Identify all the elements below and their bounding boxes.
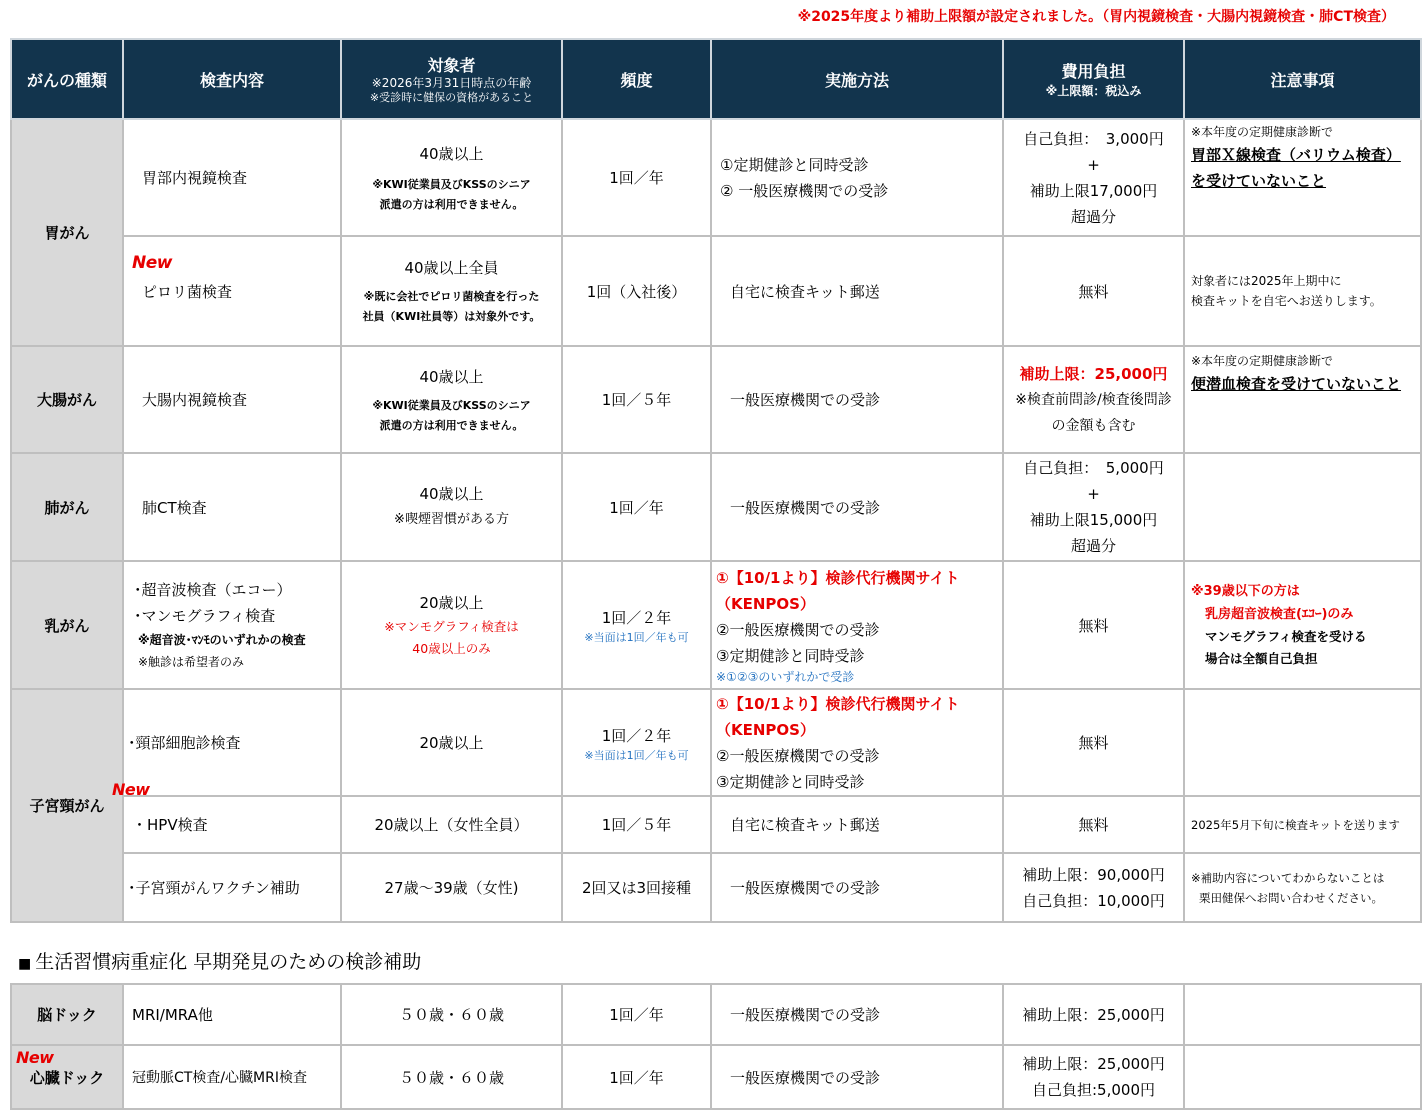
cost-text: + bbox=[1087, 155, 1100, 174]
target-cell bbox=[341, 453, 562, 561]
cancer-type-label: 子宮頸がん bbox=[29, 797, 105, 815]
target-note: ※既に会社でピロリ菌検査を行った bbox=[363, 290, 540, 303]
header-row bbox=[11, 39, 1421, 119]
exam-note: ※超音波･ﾏﾝﾓのいずれかの検査 bbox=[138, 633, 306, 647]
table-row bbox=[11, 561, 1421, 689]
cost-cell bbox=[1003, 453, 1184, 561]
frequency-cell: 1回／５年 bbox=[562, 346, 711, 453]
exam-note: ※触診は希望者のみ bbox=[138, 655, 245, 669]
target-cell: ５０歳・６０歳 bbox=[341, 984, 562, 1045]
method-cell: 一般医療機関での受診 bbox=[711, 453, 1003, 561]
header-cost-sub: ※上限額：税込み bbox=[1045, 83, 1142, 98]
cost-text: 補助上限15,000円 bbox=[1029, 511, 1158, 529]
cost-text: 自己負担： 5,000円 bbox=[1023, 459, 1164, 477]
cancer-type-cervical bbox=[11, 689, 150, 922]
cancer-type-breast: 乳がん bbox=[11, 561, 123, 689]
note-emphasis: を受けていないこと bbox=[1191, 172, 1327, 190]
table-row bbox=[11, 984, 1421, 1045]
cost-text: 補助上限：90,000円 bbox=[1022, 865, 1165, 884]
square-bullet-icon: ■ bbox=[18, 956, 32, 972]
exam-cell: 冠動脈CT検査/心臓MRI検査 bbox=[123, 1045, 341, 1109]
notes-cell: 2025年5月下旬に検査キットを送ります bbox=[1184, 796, 1421, 853]
exam-text: ･マンモグラフィ検査 bbox=[134, 607, 276, 625]
header-exam: 検査内容 bbox=[123, 39, 341, 119]
note-emphasis: ※39歳以下の方は bbox=[1191, 584, 1300, 599]
cost-text: 補助上限：25,000円 bbox=[1022, 1055, 1165, 1073]
note-text: ※本年度の定期健康診断で bbox=[1191, 354, 1334, 368]
cancer-type-lung: 肺がん bbox=[11, 453, 123, 561]
table-row bbox=[11, 119, 1421, 236]
table-row bbox=[11, 796, 1421, 853]
exam-cell: 肺CT検査 bbox=[123, 453, 341, 561]
method-text: ②一般医療機関での受診 bbox=[716, 621, 880, 639]
table-row bbox=[11, 236, 1421, 346]
method-note: ※①②③のいずれかで受診 bbox=[716, 670, 855, 684]
target-cell bbox=[341, 119, 562, 236]
notes-cell bbox=[1184, 236, 1421, 346]
target-text: 40歳以上 bbox=[419, 485, 484, 503]
cancer-screening-table bbox=[10, 38, 1422, 923]
cost-text: の金額も含む bbox=[1051, 417, 1136, 434]
new-badge: New bbox=[16, 1048, 54, 1067]
method-cell: 自宅に検査キット郵送 bbox=[711, 236, 1003, 346]
notes-cell bbox=[1184, 346, 1421, 453]
target-text: 40歳以上全員 bbox=[404, 259, 499, 277]
method-text: ②一般医療機関での受診 bbox=[716, 746, 880, 765]
note-emphasis: 胃部Ｘ線検査（バリウム検査） bbox=[1191, 146, 1401, 164]
target-cell bbox=[341, 236, 562, 346]
method-cell bbox=[711, 119, 1003, 236]
cancer-type-colon: 大腸がん bbox=[11, 346, 123, 453]
method-text: ③定期健診と同時受診 bbox=[716, 772, 865, 791]
new-badge: New bbox=[132, 253, 172, 273]
header-frequency: 頻度 bbox=[562, 39, 711, 119]
note-text: マンモグラフィ検査を受ける bbox=[1205, 629, 1367, 644]
frequency-cell: 1回／年 bbox=[562, 1045, 711, 1109]
target-text: 40歳以上 bbox=[419, 144, 484, 163]
target-cell bbox=[341, 561, 562, 689]
notes-cell bbox=[1184, 119, 1421, 236]
frequency-note: ※当面は1回／年も可 bbox=[584, 748, 689, 762]
note-text: 対象者には2025年上期中に bbox=[1191, 274, 1342, 288]
exam-cell: ･頸部細胞診検査 bbox=[123, 689, 341, 796]
cost-text: + bbox=[1087, 485, 1100, 503]
table-row bbox=[11, 346, 1421, 453]
note-text: ※補助内容についてわからないことは bbox=[1191, 870, 1385, 885]
exam-text: ピロリ菌検査 bbox=[142, 282, 233, 301]
target-note: 派遣の方は利用できません。 bbox=[379, 418, 524, 432]
frequency-cell: 1回／年 bbox=[562, 119, 711, 236]
target-note: 40歳以上のみ bbox=[412, 641, 491, 656]
table-row bbox=[11, 1045, 1421, 1109]
target-cell: 27歳～39歳（女性) bbox=[341, 853, 562, 922]
header-target-sub1: ※2026年3月31日時点の年齢 bbox=[371, 76, 532, 90]
frequency-cell bbox=[562, 561, 711, 689]
method-highlight: （KENPOS） bbox=[716, 720, 815, 739]
exam-cell: 胃部内視鏡検査 bbox=[123, 119, 341, 236]
exam-cell: 大腸内視鏡検査 bbox=[123, 346, 341, 453]
target-cell: ５０歳・６０歳 bbox=[341, 1045, 562, 1109]
notes-cell bbox=[1184, 984, 1421, 1045]
header-target-sub2: ※受診時に健保の資格があること bbox=[369, 91, 534, 104]
header-cost-label: 費用負担 bbox=[1061, 61, 1126, 81]
cost-cell bbox=[1003, 119, 1184, 236]
method-text: ③定期健診と同時受診 bbox=[716, 647, 865, 665]
checkup-type-label: 心臓ドック bbox=[29, 1068, 105, 1087]
target-text: 20歳以上 bbox=[419, 594, 484, 612]
target-note: 社員（KWI社員等）は対象外です。 bbox=[362, 310, 541, 323]
target-note: ※喫煙習慣がある方 bbox=[394, 512, 509, 527]
exam-cell: ・HPV検査 bbox=[123, 796, 341, 853]
exam-cell bbox=[123, 561, 341, 689]
target-cell bbox=[341, 346, 562, 453]
header-method: 実施方法 bbox=[711, 39, 1003, 119]
method-text: ①定期健診と同時受診 bbox=[720, 155, 869, 174]
frequency-cell: 1回／年 bbox=[562, 453, 711, 561]
cost-text: ※検査前問診/検査後問診 bbox=[1015, 391, 1172, 408]
frequency-cell: 1回／年 bbox=[562, 984, 711, 1045]
note-emphasis: 便潜血検査を受けていないこと bbox=[1191, 375, 1402, 393]
header-cancer-type: がんの種類 bbox=[11, 39, 123, 119]
section-heading bbox=[18, 947, 421, 974]
cost-cell: 無料 bbox=[1003, 561, 1184, 689]
header-target bbox=[341, 39, 562, 119]
frequency-cell: 2回又は3回接種 bbox=[562, 853, 711, 922]
target-note: ※KWI従業員及びKSSのシニア bbox=[372, 398, 531, 412]
note-text: ※本年度の定期健康診断で bbox=[1191, 125, 1334, 139]
header-cost bbox=[1003, 39, 1184, 119]
frequency-text: 1回／２年 bbox=[601, 726, 672, 745]
cost-text: 超過分 bbox=[1070, 537, 1116, 555]
cost-text: 超過分 bbox=[1070, 207, 1116, 226]
target-text: 40歳以上 bbox=[419, 367, 484, 386]
note-text: 場合は全額自己負担 bbox=[1205, 651, 1318, 666]
frequency-text: 1回／２年 bbox=[601, 609, 672, 627]
checkup-type-heart bbox=[11, 1045, 123, 1109]
cost-text: 補助上限17,000円 bbox=[1029, 181, 1158, 200]
cost-text: 自己負担：10,000円 bbox=[1022, 891, 1165, 910]
cost-cell: 無料 bbox=[1003, 236, 1184, 346]
table-row bbox=[11, 853, 1421, 922]
cost-cell bbox=[1003, 853, 1184, 922]
cancer-type-stomach: 胃がん bbox=[11, 119, 123, 346]
note-text: 栗田健保へお問い合わせください。 bbox=[1199, 890, 1383, 905]
method-cell: 一般医療機関での受診 bbox=[711, 1045, 1003, 1109]
method-highlight: ①【10/1より】検診代行機関サイト bbox=[716, 694, 960, 713]
method-cell bbox=[711, 689, 1003, 796]
target-note: ※マンモグラフィ検査は bbox=[384, 619, 519, 634]
note-emphasis: 乳房超音波検査(ｴｺｰ)のみ bbox=[1205, 607, 1354, 622]
method-cell: 自宅に検査キット郵送 bbox=[711, 796, 1003, 853]
exam-text: ･超音波検査（エコー） bbox=[134, 581, 292, 599]
exam-cell: MRI/MRA他 bbox=[123, 984, 341, 1045]
exam-cell: ･子宮頸がんワクチン補助 bbox=[123, 853, 341, 922]
notes-cell bbox=[1184, 689, 1421, 796]
cost-cell: 無料 bbox=[1003, 689, 1184, 796]
exam-cell bbox=[123, 236, 341, 346]
notes-cell bbox=[1184, 561, 1421, 689]
cost-text: 自己負担： 3,000円 bbox=[1023, 129, 1164, 148]
frequency-note: ※当面は1回／年も可 bbox=[584, 631, 689, 644]
new-badge: New bbox=[112, 780, 150, 799]
header-target-label: 対象者 bbox=[427, 56, 476, 75]
top-notice: ※2025年度より補助上限額が設定されました。（胃内視鏡検査・大腸内視鏡検査・肺CT検査） bbox=[797, 9, 1395, 25]
note-text: 検査キットを自宅へお送りします。 bbox=[1191, 294, 1382, 308]
frequency-cell: 1回（入社後） bbox=[562, 236, 711, 346]
target-note: ※KWI従業員及びKSSのシニア bbox=[372, 177, 531, 191]
table-row bbox=[11, 689, 1421, 796]
section-title: 生活習慣病重症化 早期発見のための検診補助 bbox=[35, 951, 422, 973]
cost-cell bbox=[1003, 1045, 1184, 1109]
method-highlight: ①【10/1より】検診代行機関サイト bbox=[716, 569, 960, 587]
notes-cell bbox=[1184, 853, 1421, 922]
notes-cell bbox=[1184, 1045, 1421, 1109]
target-note: 派遣の方は利用できません。 bbox=[379, 197, 524, 211]
cost-cell: 補助上限：25,000円 bbox=[1003, 984, 1184, 1045]
cost-cell bbox=[1003, 346, 1184, 453]
method-cell bbox=[711, 561, 1003, 689]
target-cell: 20歳以上 bbox=[341, 689, 562, 796]
method-highlight: （KENPOS） bbox=[716, 595, 815, 613]
cost-text: 自己負担:5,000円 bbox=[1032, 1081, 1155, 1099]
header-notes: 注意事項 bbox=[1184, 39, 1421, 119]
method-cell: 一般医療機関での受診 bbox=[711, 853, 1003, 922]
notes-cell bbox=[1184, 453, 1421, 561]
method-cell: 一般医療機関での受診 bbox=[711, 346, 1003, 453]
frequency-cell: 1回／５年 bbox=[562, 796, 711, 853]
method-cell: 一般医療機関での受診 bbox=[711, 984, 1003, 1045]
target-cell: 20歳以上（女性全員） bbox=[341, 796, 562, 853]
frequency-cell bbox=[562, 689, 711, 796]
table-row bbox=[11, 453, 1421, 561]
cost-limit: 補助上限：25,000円 bbox=[1019, 364, 1168, 383]
method-text: ② 一般医療機関での受診 bbox=[720, 181, 889, 200]
cost-cell: 無料 bbox=[1003, 796, 1184, 853]
checkup-type-brain: 脳ドック bbox=[11, 984, 123, 1045]
lifestyle-screening-table bbox=[10, 983, 1422, 1110]
